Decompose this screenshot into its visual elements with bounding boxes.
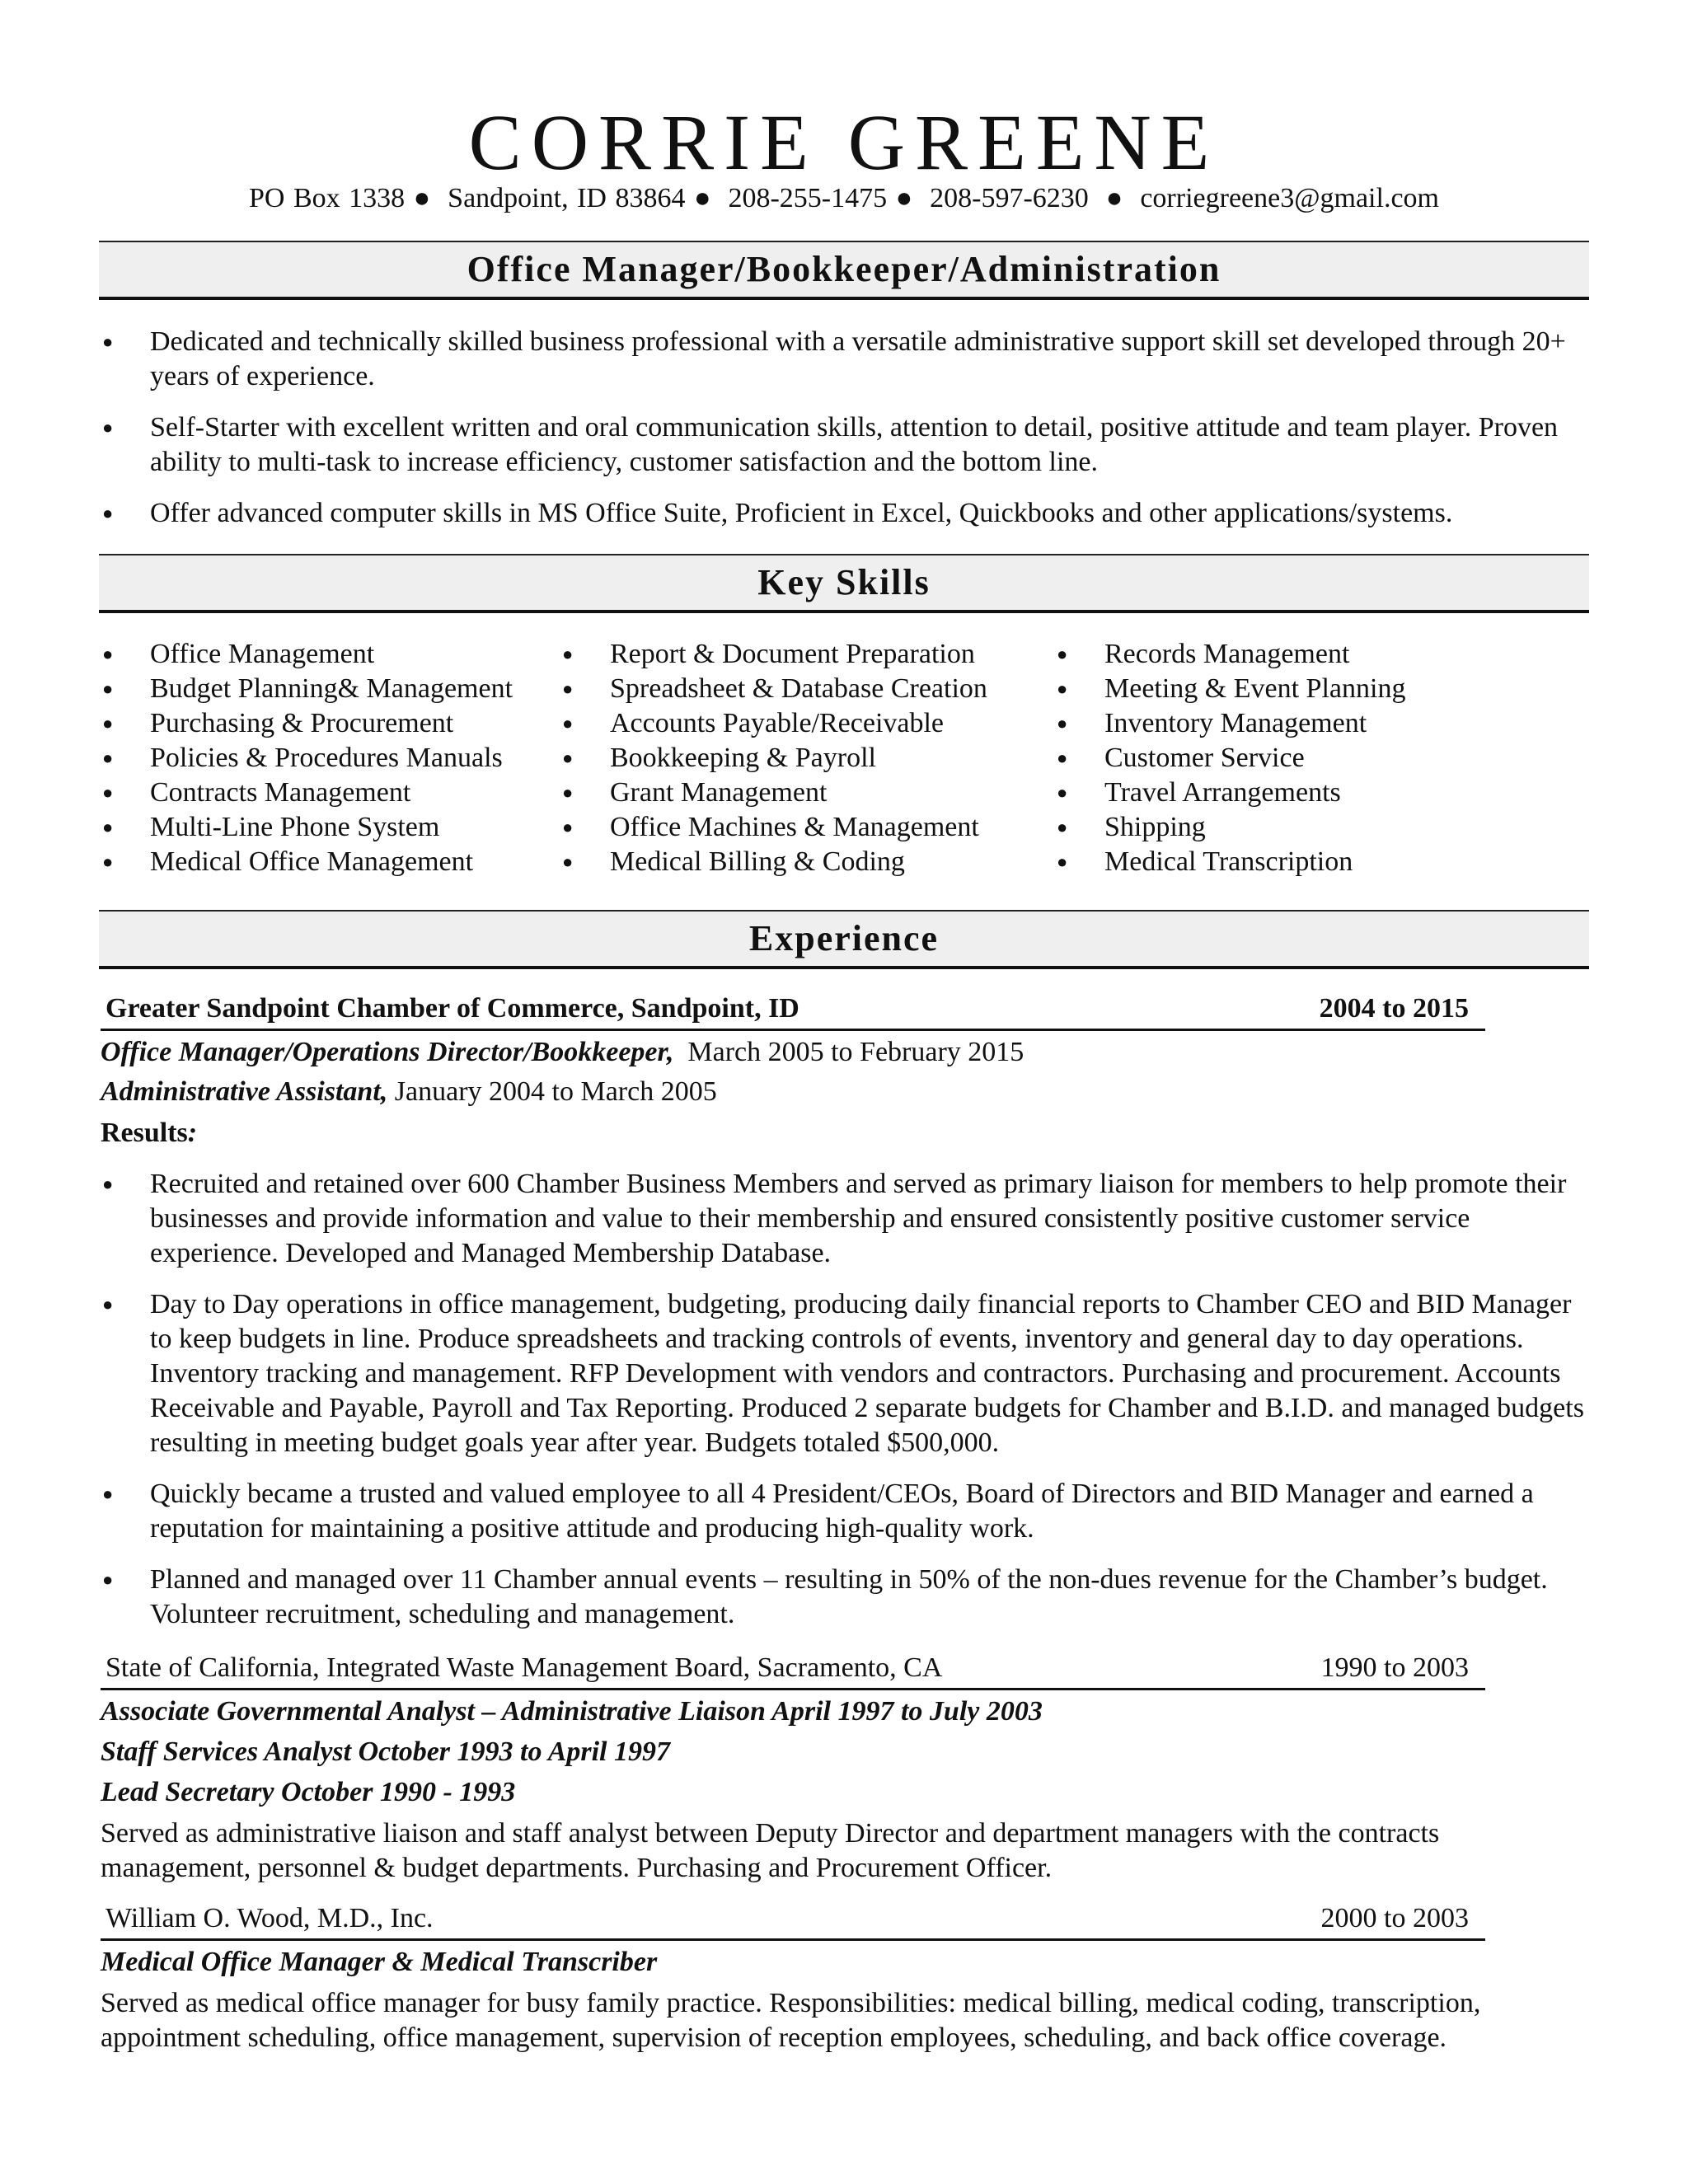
skill-item: ● Office Machines & Management (559, 810, 1037, 845)
skill-item: ● Purchasing & Procurement (99, 706, 528, 741)
candidate-name: CORRIE GREENE (468, 98, 1220, 186)
job-role (101, 1774, 515, 1811)
skill-item: ● Accounts Payable/Receivable (559, 706, 1037, 741)
summary-item: ● Self-Starter with excellent written and oral communication skills, attention to detail, positive attitude and team player. Proven ability to multi-task to increase efficiency, customer satisfaction and the bottom line. (99, 410, 1589, 480)
role-title: Staff Services Analyst October 1993 to April 1997 (101, 1736, 671, 1767)
skills-column-1 (99, 637, 528, 879)
skill-item: ● Medical Transcription (1053, 845, 1548, 879)
role-dates: March 2005 to February 2015 (673, 1037, 1025, 1067)
employer-name: State of California, Integrated Waste Management Board, Sacramento, CA (106, 1652, 943, 1683)
skill-item: ● Records Management (1053, 637, 1548, 672)
role-title: Lead Secretary October 1990 - 1993 (101, 1777, 516, 1807)
job-role (101, 1033, 1024, 1071)
job-role (101, 1943, 657, 1981)
employer-name: Greater Sandpoint Chamber of Commerce, Sandpoint, ID (106, 993, 799, 1024)
role-dates: January 2004 to March 2005 (387, 1076, 717, 1107)
skill-item: ● Meeting & Event Planning (1053, 672, 1548, 706)
skills-column-3 (1053, 637, 1548, 879)
job-description: Served as administrative liaison and staff analyst between Deputy Director and department managers with the contracts management, personnel & budget departments. Purchasing and Procurement Officer. (101, 1818, 1440, 1883)
summary-heading: Office Manager/Bookkeeper/Administration (99, 241, 1589, 300)
job-role (101, 1733, 670, 1771)
skill-item: ● Contracts Management (99, 776, 528, 810)
result-item: ● Planned and managed over 11 Chamber annual events – resulting in 50% of the non-dues revenue for the Chamber’s budget. Volunteer recruitment, scheduling and management. (99, 1563, 1589, 1632)
role-title: Associate Governmental Analyst – Administrative Liaison April 1997 to July 2003 (101, 1696, 1043, 1727)
skill-item: ● Report & Document Preparation (559, 637, 1037, 672)
job-role (101, 1693, 1043, 1731)
skill-item: ● Bookkeeping & Payroll (559, 741, 1037, 776)
employer-row (101, 1900, 1485, 1941)
result-item: ● Quickly became a trusted and valued employee to all 4 President/CEOs, Board of Directors and BID Manager and earned a reputation for maintaining a positive attitude and producing high-quality work. (99, 1477, 1589, 1546)
skill-item: ● Policies & Procedures Manuals (99, 741, 528, 776)
results-label: Results: (101, 1118, 198, 1148)
skills-column-2 (559, 637, 1037, 879)
employer-name: William O. Wood, M.D., Inc. (106, 1903, 434, 1933)
skill-item: ● Medical Billing & Coding (559, 845, 1037, 879)
role-title: Office Manager/Operations Director/Bookkeeper, (101, 1037, 674, 1067)
employment-dates: 1990 to 2003 (1320, 1652, 1469, 1683)
skill-item: ● Office Management (99, 637, 528, 672)
summary-list (99, 325, 1589, 547)
skill-item: ● Customer Service (1053, 741, 1548, 776)
role-title: Medical Office Manager & Medical Transcriber (101, 1947, 658, 1977)
skills-heading: Key Skills (99, 554, 1589, 613)
employer-row (101, 1650, 1485, 1690)
employer-row (101, 991, 1485, 1031)
employment-dates: 2000 to 2003 (1320, 1903, 1469, 1933)
result-item: ● Recruited and retained over 600 Chamber Business Members and served as primary liaison for members to help promote their businesses and provide information and value to their membership and ensured consistently positive customer service experience. Developed and Managed Membership Database. (99, 1167, 1589, 1271)
experience-heading: Experience (99, 910, 1589, 969)
role-title: Administrative Assistant, (101, 1076, 388, 1107)
summary-item: ● Offer advanced computer skills in MS Office Suite, Proficient in Excel, Quickbooks and other applications/systems. (99, 496, 1589, 531)
skill-item: ● Spreadsheet & Database Creation (559, 672, 1037, 706)
skill-item: ● Multi-Line Phone System (99, 810, 528, 845)
skill-item: ● Shipping (1053, 810, 1548, 845)
summary-item: ● Dedicated and technically skilled business professional with a versatile administrative support skill set developed through 20+ years of experience. (99, 325, 1589, 394)
skill-item: ● Inventory Management (1053, 706, 1548, 741)
job-description: Served as medical office manager for busy family practice. Responsibilities: medical billing, medical coding, transcription, appointment scheduling, office management, supervision of reception employees, scheduling, and back office coverage. (101, 1988, 1481, 2053)
skill-item: ● Medical Office Management (99, 845, 528, 879)
job-role (101, 1073, 717, 1111)
skill-item: ● Travel Arrangements (1053, 776, 1548, 810)
skill-item: ● Grant Management (559, 776, 1037, 810)
results-list (99, 1167, 1589, 1648)
skill-item: ● Budget Planning& Management (99, 672, 528, 706)
contact-line: PO Box 1338 ● Sandpoint, ID 83864 ● 208-255-1475 ● 208-597-6230 ● corriegreene3@gmail.com (249, 183, 1439, 213)
employment-dates: 2004 to 2015 (1319, 993, 1469, 1024)
result-item: ● Day to Day operations in office management, budgeting, producing daily financial reports to Chamber CEO and BID Manager to keep budgets in line. Produce spreadsheets and tracking controls of events, inventory and general day to day operations. Inventory tracking and management. RFP Development with vendors and contractors. Purchasing and procurement. Accounts Receivable and Payable, Payroll and Tax Reporting. Produced 2 separate budgets for Chamber and B.I.D. and managed budgets resulting in meeting budget goals year after year. Budgets totaled $500,000. (99, 1287, 1589, 1460)
